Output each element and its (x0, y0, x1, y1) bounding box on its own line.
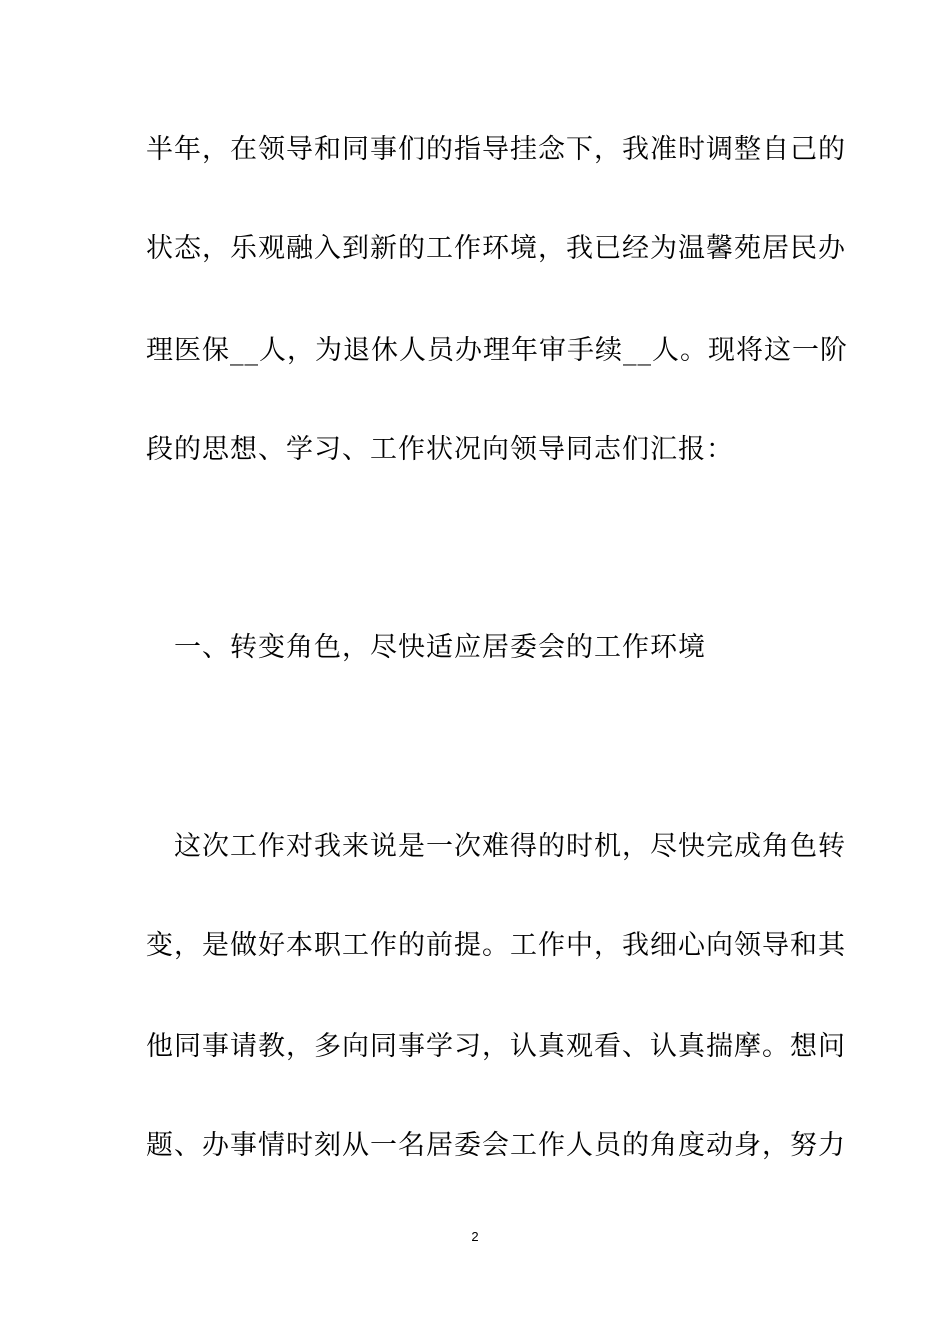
paragraph-line: 这次工作对我来说是一次难得的时机，尽快完成角色转 (146, 831, 846, 862)
paragraph-line: 题、办事情时刻从一名居委会工作人员的角度动身，努力 (146, 1130, 846, 1161)
paragraph-line: 他同事请教，多向同事学习，认真观看、认真揣摩。想问 (146, 1031, 846, 1062)
paragraph-line: 状态，乐观融入到新的工作环境，我已经为温馨苑居民办 (146, 233, 846, 264)
paragraph-line: 半年，在领导和同事们的指导挂念下，我准时调整自己的 (146, 134, 846, 165)
section-heading: 一、转变角色，尽快适应居委会的工作环境 (146, 632, 706, 663)
paragraph-line: 理医保__人，为退休人员办理年审手续__人。现将这一阶 (146, 335, 848, 366)
paragraph-line: 段的思想、学习、工作状况向领导同志们汇报： (146, 434, 734, 465)
page-number: 2 (471, 1229, 479, 1244)
paragraph-line: 变，是做好本职工作的前提。工作中，我细心向领导和其 (146, 930, 846, 961)
